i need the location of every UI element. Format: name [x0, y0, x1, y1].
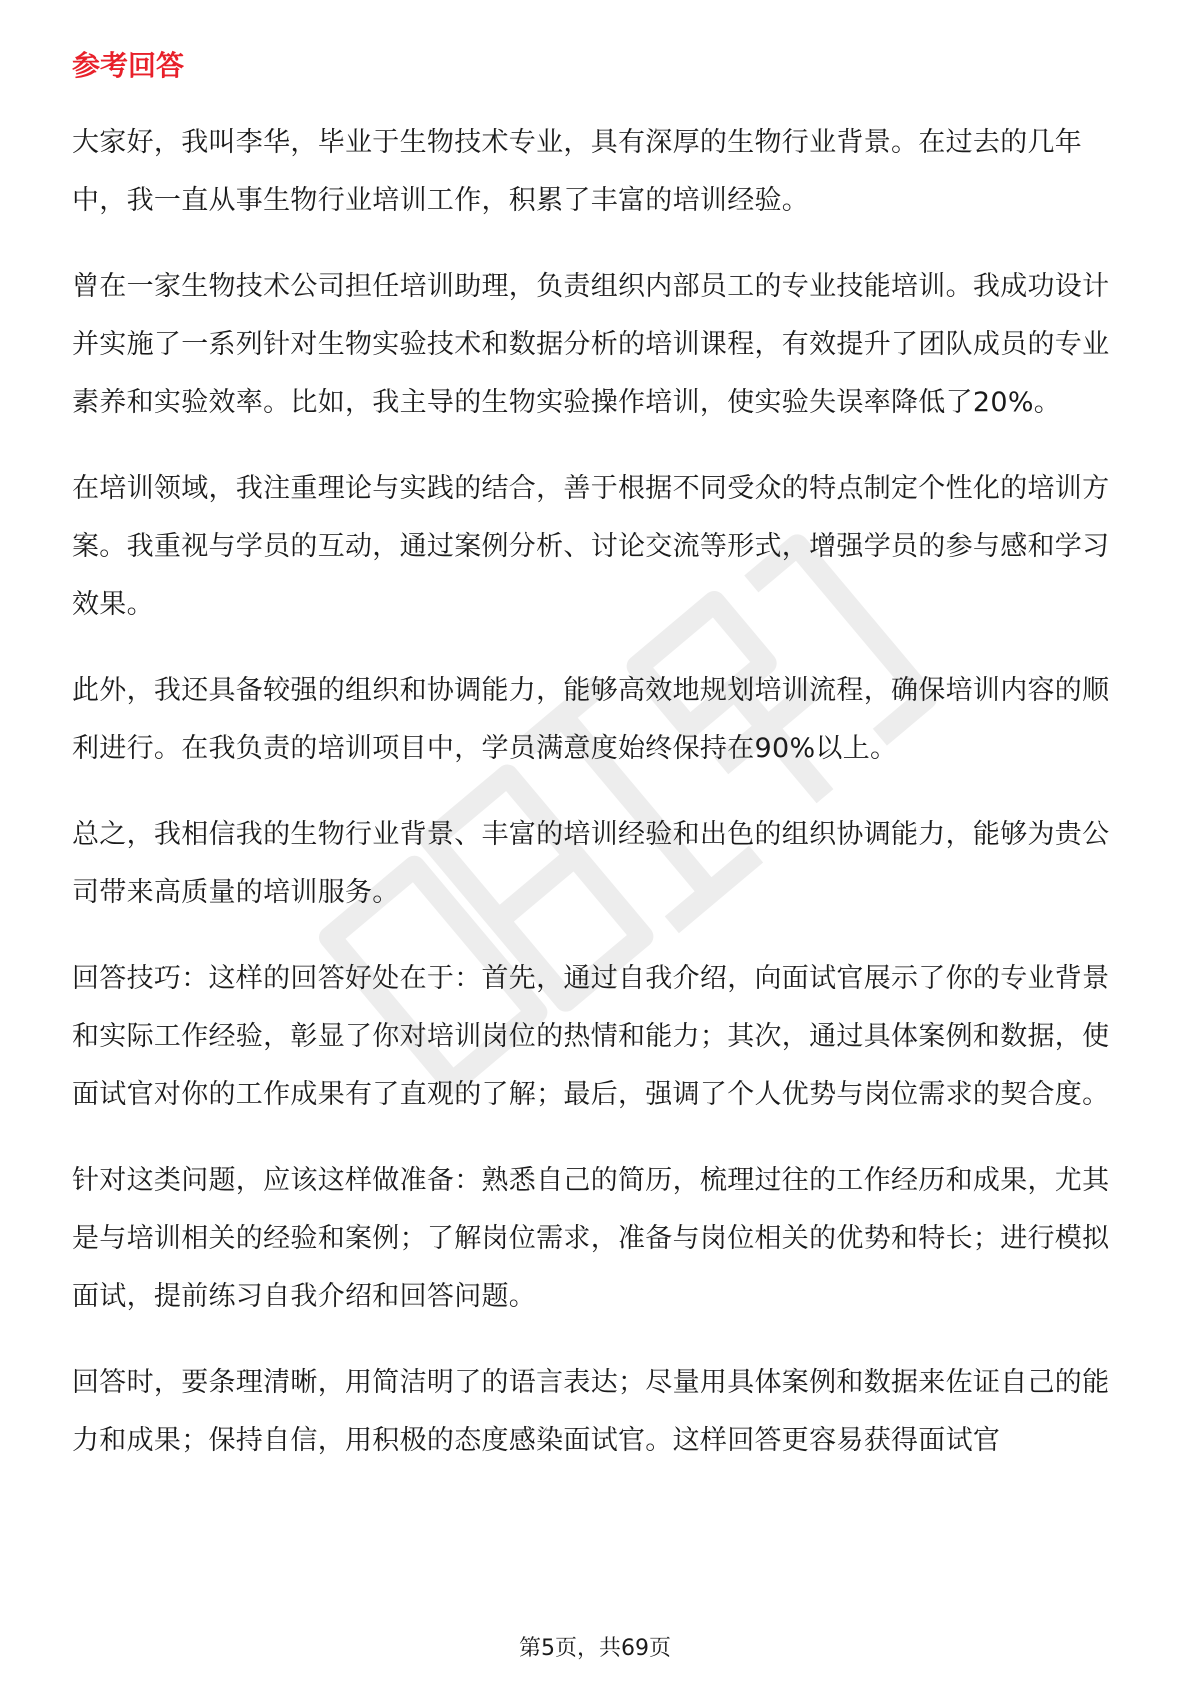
- paragraph-organization: 此外，我还具备较强的组织和协调能力，能够高效地规划培训流程，确保培训内容的顺利进行。在我负责的培训项目中，学员满意度始终保持在90%以上。: [72, 675, 1110, 764]
- paragraph-intro: 大家好，我叫李华，毕业于生物技术专业，具有深厚的生物行业背景。在过去的几年中，我一直从事生物行业培训工作，积累了丰富的培训经验。: [72, 127, 1083, 216]
- paragraph-training-approach: 在培训领域，我注重理论与实践的结合，善于根据不同受众的特点制定个性化的培训方案。我重视与学员的互动，通过案例分析、讨论交流等形式，增强学员的参与感和学习效果。: [72, 473, 1110, 620]
- document-body: [72, 46, 1120, 1498]
- paragraph-experience: 曾在一家生物技术公司担任培训助理，负责组织内部员工的专业技能培训。我成功设计并实施了一系列针对生物实验技术和数据分析的培训课程，有效提升了团队成员的专业素养和实验效率。比如，我主导的生物实验操作培训，使实验失误率降低了20%。: [72, 271, 1110, 418]
- paragraph-answer-tips: 回答技巧：这样的回答好处在于：首先，通过自我介绍，向面试官展示了你的专业背景和实际工作经验，彰显了你对培训岗位的热情和能力；其次，通过具体案例和数据，使面试官对你的工作成果有了直观的了解；最后，强调了个人优势与岗位需求的契合度。: [72, 963, 1110, 1110]
- paragraph-preparation: 针对这类问题，应该这样做准备：熟悉自己的简历，梳理过往的工作经历和成果，尤其是与培训相关的经验和案例；了解岗位需求，准备与岗位相关的优势和特长；进行模拟面试，提前练习自我介绍和回答问题。: [72, 1165, 1110, 1312]
- paragraph-summary: 总之，我相信我的生物行业背景、丰富的培训经验和出色的组织协调能力，能够为贵公司带来高质量的培训服务。: [72, 819, 1110, 908]
- page-number: 第5页，共69页: [519, 1636, 671, 1661]
- paragraph-answer-advice: 回答时，要条理清晰，用简洁明了的语言表达；尽量用具体案例和数据来佐证自己的能力和成果；保持自信，用积极的态度感染面试官。这样回答更容易获得面试官: [72, 1367, 1110, 1456]
- section-heading: 参考回答: [72, 49, 185, 82]
